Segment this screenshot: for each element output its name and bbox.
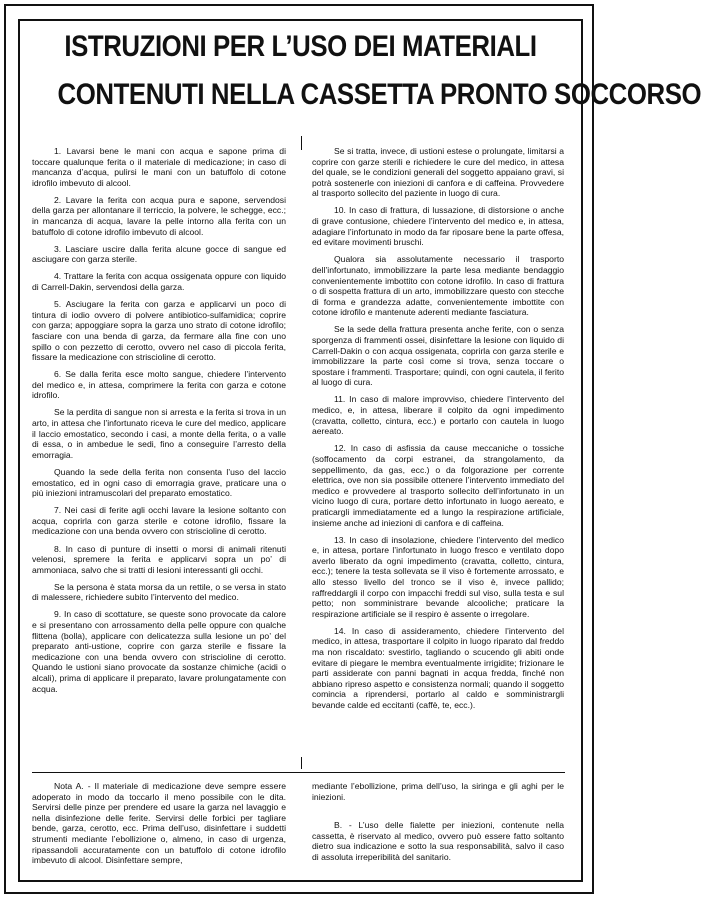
paragraph: 14. In caso di assideramento, chiedere l’intervento del medico, in attesa, trasportare il colpito in luogo riparato dal freddo ma non riscaldato: svestirlo, tagliando o scucendo gli abiti onde evitare di piegare le membra eventualmente irrigidite; frizionare le parti assiderate con panni bagnati in acqua fredda, finché non abbiano ripreso aspetto e consistenza normali; quando il soggetto comincia a riprendersi, portarlo al caldo e somministrargli bevande calde ed eccitanti (caffè, te, ecc.). — [312, 625, 564, 710]
right-column — [312, 146, 564, 717]
paragraph: 12. In caso di asfissia da cause meccaniche o tossiche (soffocamento da corpi estranei, da strangolamento, da seppellimento, da gas, ecc.) o da folgorazione per corrente elettrica, ove non sia possibile ottenere l’intervento immediato del medico e provvedere al trasporto sollecito dell’infortunato in un vicino luogo di cura, portare detto infortunato in luogo aereato, e praticargli immediatamente ed a lungo la respirazione artificiale, insieme anche ad iniezioni di canfora e di caffeina. — [312, 443, 564, 528]
notes-separator — [32, 772, 565, 773]
paragraph: 2. Lavare la ferita con acqua pura e sapone, servendosi della garza per allontanare il terriccio, la polvere, le schegge, ecc.; in mancanza di acqua, lavare la pelle intorno alla ferita con un batuffolo di cotone idrofilo imbevuto di alcool. — [32, 194, 286, 237]
paragraph: Se la sede della frattura presenta anche ferite, con o senza sporgenza di frammenti ossei, disinfettare la lesione con liquido di Carrell-Dakin o con acqua ossigenata, coprirla con garza sterile e immobilizzare la parte così come si trova, senza toccare o spostare i frammenti. Trasportare; quindi, con ogni cautela, il ferito al luogo di cura. — [312, 324, 564, 388]
paragraph: 5. Asciugare la ferita con garza e applicarvi un poco di tintura di iodio ovvero di polvere antibiotico-sulfamidica; coprire con garza; appoggiare sopra la garza uno strato di cotone idrofilo; fasciare con una benda di garza, da fermare alla fine con uno spillo o con pezzetto di cerotto, ovvero nel caso di piccola ferita, fissare la medicazione con striscioline di cerotto. — [32, 299, 286, 363]
left-column — [32, 146, 286, 701]
paragraph: 6. Se dalla ferita esce molto sangue, chiedere l’intervento del medico e, in attesa, comprimere la ferita con garza e cotone idrofilo. — [32, 369, 286, 401]
note-a-continued: mediante l’ebollizione, prima dell’uso, la siringa e gli aghi per le iniezioni. — [312, 781, 564, 802]
paragraph: Quando la sede della ferita non consenta l’uso del laccio emostatico, ed in ogni caso di emorragia grave, praticare una o più iniezioni intramuscolari del preparato emostatico. — [32, 466, 286, 499]
paragraph: 7. Nei casi di ferite agli occhi lavare la lesione soltanto con acqua, coprirla con garza sterile e cotone idrofilo, fissare la medicazione con una benda ovvero con striscioline di cerotto. — [32, 505, 286, 537]
note-a: Nota A. - Il materiale di medicazione deve sempre essere adoperato in modo da toccarlo il meno possibile con le dita. Servirsi delle pinze per prendere ed usare la garza nel lavaggio e nella disinfezione delle ferite. Servirsi delle forbici per tagliare bende, garza, cerotto, ecc. Prima dell’uso, disinfettare i suddetti strumenti mediante l’ebollizione o, almeno, in caso di urgenza, ripassandoli accuratamente con un batuffolo di cotone idrofilo imbevuto di alcool. Disinfettare sempre, — [32, 781, 286, 866]
paragraph: 3. Lasciare uscire dalla ferita alcune gocce di sangue ed asciugare con garza sterile. — [32, 243, 286, 265]
column-divider-top — [301, 136, 302, 150]
page-title-line-1: ISTRUZIONI PER L’USO DEI MATERIALI — [64, 30, 537, 63]
page-title-line-2: CONTENUTI NELLA CASSETTA PRONTO SOCCORSO — [57, 78, 701, 111]
paragraph: 4. Trattare la ferita con acqua ossigenata oppure con liquido di Carrell-Dakin, servendosi della garza. — [32, 271, 286, 293]
note-a-left — [32, 781, 286, 866]
paragraph: Se la persona è stata morsa da un rettile, o se versa in stato di malessere, richiedere subito l’intervento del medico. — [32, 581, 286, 603]
paragraph: 1. Lavarsi bene le mani con acqua e sapone prima di toccare qualunque ferita o il materiale di medicazione; in caso di mancanza d’acqua, pulirsi le mani con un batuffolo di cotone idrofilo imbevuto di alcool. — [32, 146, 286, 188]
paragraph: 13. In caso di insolazione, chiedere l’intervento del medico e, in attesa, portare l’infortunato in luogo fresco e ventilato dopo averlo liberato da ogni impedimento (cravatta, colletto, cintura, ecc.); tenere la testa sollevata se il viso è fortemente arrossato, e allo stesso livello del tronco se il viso è, invece pallido; raffreddargli il corpo con impacchi freddi sul viso, sulla testa e sul petto; non somministrare bevande alcooliche; praticare la respirazione artificiale se il respiro è assente o irregolare. — [312, 534, 564, 619]
paragraph: Se la perdita di sangue non si arresta e la ferita si trova in un arto, in attesa che l’infortunato riceva le cure del medico, applicare il laccio emostatico, secondo i casi, a monte della ferita, o a valle di essa, o in ambedue le sedi, fino a conseguire l’arresto della emorragia. — [32, 407, 286, 460]
paragraph: 8. In caso di punture di insetti o morsi di animali ritenuti velenosi, spremere la ferita e applicarvi sopra un po’ di ammoniaca, salvo che si tratti di lesioni interessanti gli occhi. — [32, 543, 286, 575]
column-divider-bottom — [301, 757, 302, 769]
note-b: B. - L’uso delle fialette per iniezioni, contenute nella cassetta, è riservato al medico, ovvero può essere fatto soltanto dietro sua indicazione e sotto la sua responsabilità, salvo il caso di assoluta irreperibilità del sanitario. — [312, 820, 564, 862]
paragraph: 11. In caso di malore improvviso, chiedere l’intervento del medico, e, in attesa, liberare il colpito da ogni impedimento (cravatta, colletto, cintura, ecc.) e portarlo con cautela in luogo aereato. — [312, 394, 564, 437]
paragraph: 9. In caso di scottature, se queste sono provocate da calore e si presentano con arrossamento della pelle oppure con qualche flittena (bolla), applicare con delicatezza sulla lesione un po’ del preparato anti-ustione, coprire con garza sterile e fissare la medicazione con una benda ovvero con striscioline di cerotto. Quando le ustioni siano provocate da sostanze chimiche (acidi o alcali), prima di applicare il preparato, lavare prolungatamente con acqua. — [32, 609, 286, 694]
paragraph: 10. In caso di frattura, di lussazione, di distorsione o anche di grave contusione, chiedere l’intervento del medico e, in attesa, adagiare l’infortunato in modo da far riposare bene la parte offesa, ed evitare movimenti bruschi. — [312, 205, 564, 248]
paragraph: Se si tratta, invece, di ustioni estese o prolungate, limitarsi a coprire con garze sterili e richiedere le cure del medico, in attesa del quale, se le condizioni generali del soggetto appaiano gravi, si potrà sostenerle con iniezioni di canfora e di caffeina. Provvedere al trasporto sollecito del paziente in luogo di cura. — [312, 146, 564, 199]
paragraph: Qualora sia assolutamente necessario il trasporto dell’infortunato, immobilizzare la parte lesa mediante bendaggio convenientemente imbottito con cotone idrofilo. In caso di frattura o di sospetta frattura di un arto, immobilizzare questo con stecche di forma e grandezza adatte, convenientemente imbottite con cotone idrofilo e mantenute aderenti mediante fasciatura. — [312, 254, 564, 318]
notes-right — [312, 781, 564, 863]
